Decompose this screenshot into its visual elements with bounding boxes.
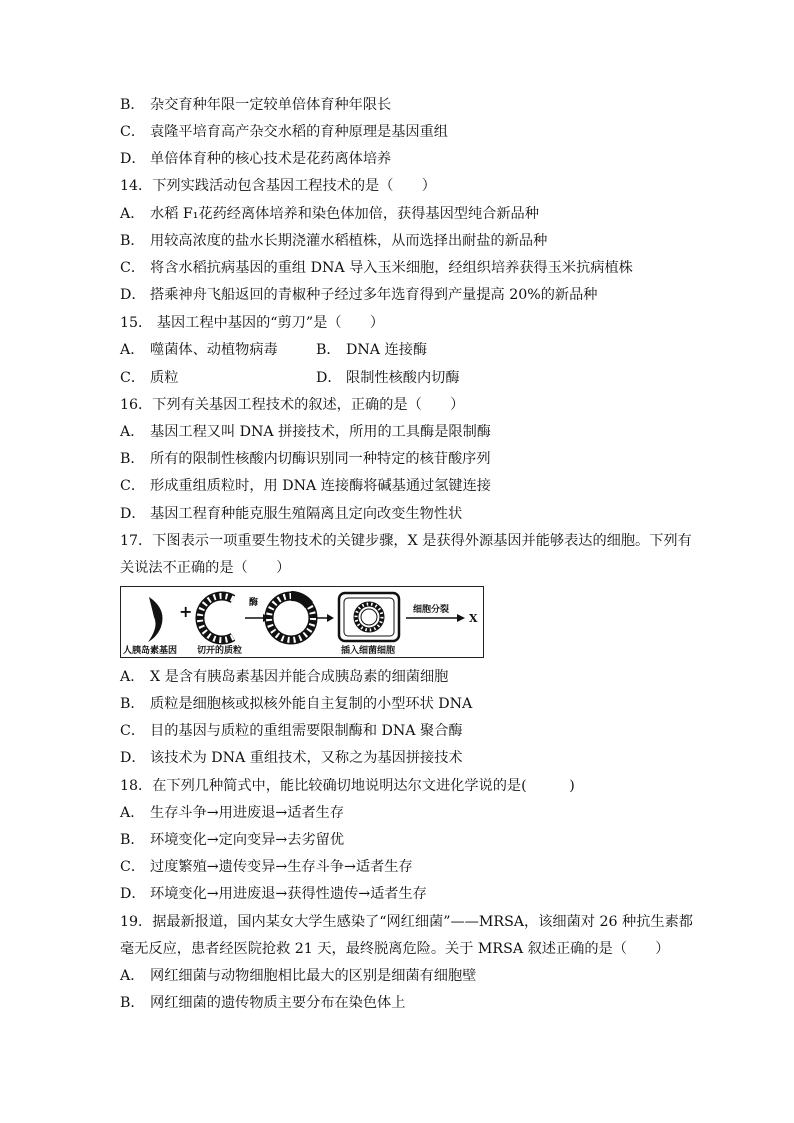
- question-15: 15． 基因工程中基因的“剪刀”是（ ）: [120, 315, 385, 331]
- q16-option-c: C． 形成重组质粒时，用 DNA 连接酶将碱基通过氢键连接: [120, 478, 491, 494]
- q17-option-b: B． 质粒是细胞核或拟核外能自主复制的小型环状 DNA: [120, 696, 473, 712]
- q13-option-d: D． 单倍体育种的核心技术是花药离体培养: [120, 151, 392, 167]
- q14-option-c: C． 将含水稻抗病基因的重组 DNA 导入玉米细胞，经组织培养获得玉米抗病植株: [120, 260, 633, 276]
- q13-option-b: B． 杂交育种年限一定较单倍体育种年限长: [120, 97, 392, 113]
- bacterial-cell-shape: [339, 593, 399, 641]
- gene-engineering-diagram: [120, 586, 484, 658]
- cut-plasmid-label: 切开的质粒: [197, 646, 243, 656]
- cut-plasmid-shape: [200, 596, 233, 640]
- q19-option-a: A． 网红细菌与动物细胞相比最大的区别是细菌有细胞壁: [120, 968, 477, 984]
- q15-option-d: D． 限制性核酸内切酶: [316, 370, 460, 386]
- q16-option-a: A． 基因工程又叫 DNA 拼接技术，所用的工具酶是限制酶: [120, 424, 491, 440]
- x-cell-label: X: [469, 612, 478, 625]
- q15-option-a: A． 噬菌体、动植物病毒: [120, 342, 278, 358]
- q14-option-d: D． 搭乘神舟飞船返回的青椒种子经过多年选育得到产量提高 20%的新品种: [120, 287, 598, 303]
- question-14: 14．下列实践活动包含基因工程技术的是（ ）: [120, 178, 436, 194]
- q17-option-d: D． 该技术为 DNA 重组技术，又称之为基因拼接技术: [120, 750, 463, 766]
- question-19-line-1: 19．据最新报道，国内某女大学生感染了“网红细菌”——MRSA，该细菌对 26 种抗生素都: [120, 914, 693, 930]
- question-19-line-2: 毫无反应，患者经医院抢救 21 天，最终脱离危险。关于 MRSA 叙述正确的是（ ）: [120, 941, 670, 957]
- recombinant-plasmid-shape: [269, 596, 313, 640]
- diagram-graphic: [121, 587, 483, 657]
- q17-option-a: A． X 是含有胰岛素基因并能合成胰岛素的细菌细胞: [120, 669, 449, 685]
- plus-sign: +: [179, 602, 193, 621]
- question-17-line-2: 关说法不正确的是（ ）: [120, 560, 291, 576]
- insulin-gene-label: 人胰岛素基因: [123, 646, 178, 656]
- insulin-gene-shape: [148, 597, 163, 642]
- q16-option-d: D． 基因工程育种能克服生殖隔离且定向改变生物性状: [120, 506, 463, 522]
- q18-option-b: B． 环境变化→定向变异→去劣留优: [120, 832, 345, 848]
- q18-option-c: C． 过度繁殖→遗传变异→生存斗争→适者生存: [120, 859, 413, 875]
- q14-option-a: A． 水稻 F₁花药经离体培养和染色体加倍，获得基因型纯合新品种: [120, 206, 539, 222]
- question-18: 18．在下列几种简式中，能比较确切地说明达尔文进化学说的是( ): [120, 778, 575, 794]
- insert-bacteria-label: 插入细菌细胞: [341, 646, 396, 656]
- q19-option-b: B． 网红细菌的遗传物质主要分布在染色体上: [120, 995, 406, 1011]
- enzyme-label: 酶: [249, 598, 259, 608]
- cell-division-label: 细胞分裂: [413, 605, 450, 615]
- q15-option-b: B． DNA 连接酶: [316, 342, 428, 358]
- question-16: 16．下列有关基因工程技术的叙述，正确的是（ ）: [120, 397, 465, 413]
- q18-option-d: D． 环境变化→用进废退→获得性遗传→适者生存: [120, 886, 427, 902]
- q16-option-b: B． 所有的限制性核酸内切酶识别同一种特定的核苷酸序列: [120, 451, 491, 467]
- q15-option-c: C． 质粒: [120, 370, 179, 386]
- q14-option-b: B． 用较高浓度的盐水长期浇灌水稻植株，从而选择出耐盐的新品种: [120, 233, 548, 249]
- q18-option-a: A． 生存斗争→用进废退→适者生存: [120, 805, 345, 821]
- q17-option-c: C． 目的基因与质粒的重组需要限制酶和 DNA 聚合酶: [120, 723, 463, 739]
- question-17-line-1: 17．下图表示一项重要生物技术的关键步骤，X 是获得外源基因并能够表达的细胞。下列有: [120, 533, 692, 549]
- q13-option-c: C． 袁隆平培育高产杂交水稻的育种原理是基因重组: [120, 124, 448, 140]
